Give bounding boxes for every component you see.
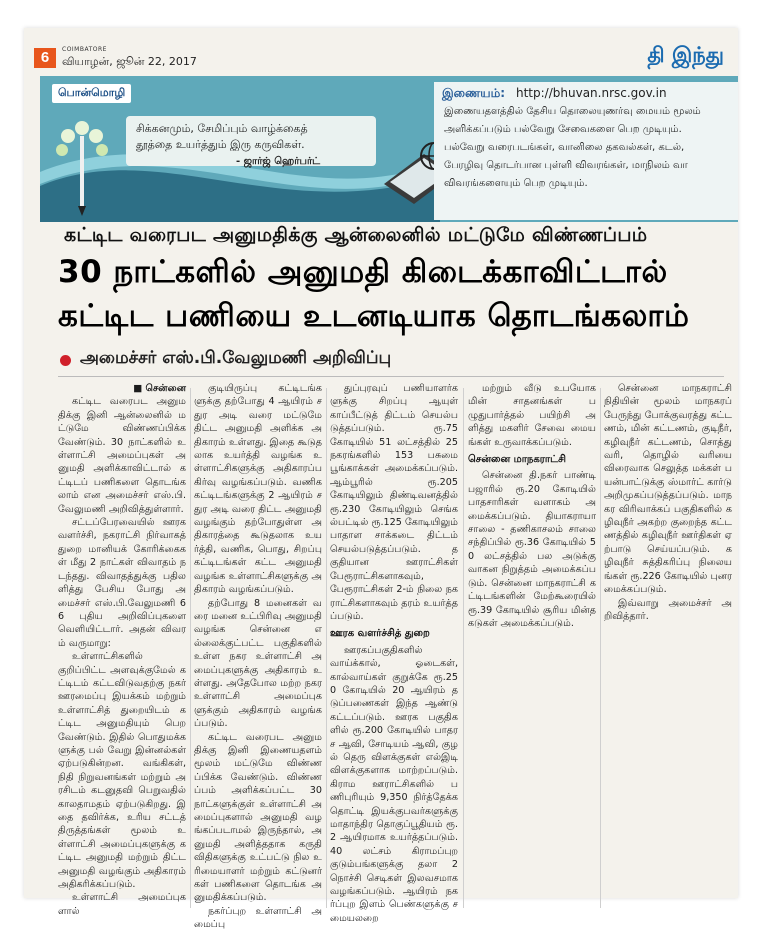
internet-line: பேரழிவு தொடர்பான புள்ளி விவரங்கள், மாநிலம் வா xyxy=(444,160,688,171)
headline-line-2: கட்டிட பணியை உடனடியாக தொடங்கலாம் xyxy=(58,298,690,334)
article-kicker: கட்டிட வரைபட அனுமதிக்கு ஆன்லைனில் மட்டுமே விண்ணப்பம் xyxy=(64,224,648,246)
issue-date: வியாழன், ஜூன் 22, 2017 xyxy=(62,55,197,68)
page-header xyxy=(34,36,728,76)
paragraph: சென்னை தி.நகர் பாண்டி பஜாரில் ரூ.20 கோடியில் பாதசாரிகள் வளாகம் அமைக்கப்படும். தியாகராயா சாலை - தணிகாசலம் சாலை சந்திப்பில் ரூ.36 கோடியில் 50 லட்சத்தில் பல அடுக்கு வாகன நிறுத்தம் அமைக்கப்படும். சென்னை மாநகராட்சி கட்டிடங்களின் மேற்கூரையில் ரூ.39 கோடியில் சூரிய மின்தகடுகள் அமைக்கப்படும். xyxy=(468,470,596,629)
paragraph: மற்றும் வீடு உபயோக மின் சாதனங்கள் பழுதுபார்த்தல் பயிற்சி அளித்து மகளிர் சேவை மையங்கள் உருவாக்கப்படும். xyxy=(468,383,596,448)
paragraph: உள்ளாட்சிகளில் குறிப்பிட்ட அளவுக்குமேல் கட்டிடம் கட்டவிடுவதற்கு நகர் ஊரமைப்பு இயக்கம் மற்றும் உள்ளாட்சித் துறையிடம் கட்டிட அனுமதியும் பெற வேண்டும். இதில் பொதுமக்களுக்கு பல் வேறு இன்னல்கள் ஏற்படுகின்றன. வங்கிகள், நிதி நிறுவனங்கள் மற்றும் அரசிடம் கடனுதவி பெறுவதில் காலதாமதம் ஏற்படுகிறது. இதை தவிர்க்க, உரிய சட்டத் திருத்தங்கள் மூலம் உள்ளாட்சி அமைப்புகளுக்கு கட்டிட அனுமதி மற்றும் திட்ட அனுமதி வழங்கும் அதிகாரம் அதிகரிக்கப்படும். xyxy=(58,651,186,891)
paragraph: உள்ளாட்சி அமைப்புகளால் xyxy=(58,892,186,917)
paragraph: கட்டிட வரைபட அனுமதிக்கு இனி இணையதளம் மூலம் மட்டுமே விண்ணப்பிக்க வேண்டும். விண்ணப்பம் அளிக்கப்பட்ட 30 நாட்களுக்குள் உள்ளாட்சி அமைப்புகளால் அனுமதி வழங்கப்படாமல் இருந்தால், அனுமதி அளித்ததாக கருதி விதிகளுக்கு உட்பட்டு நில உரிமையாளர் மற்றும் கட்டுனர் கள் பணிகளை தொடங்க அனுமதிக்கப்படும். xyxy=(194,731,322,904)
article-column-3 xyxy=(330,382,458,925)
internet-line: அளிக்கப்படும் பல்வேறு சேவைகளை பெற முடியும். xyxy=(444,124,682,135)
masthead-logo: தி இந்து xyxy=(647,42,724,67)
column-divider xyxy=(326,388,327,908)
paragraph: குடியிருப்பு கட்டிடங்களுக்கு தற்போது 4 ஆயிரம் சதுர அடி வரை மட்டுமே திட்ட அனுமதி அளிக்க அதிகாரம் உள்ளது. இதை கூடுதலாக உயர்த்தி வழங்க உள்ளாட்சிகளுக்கு அதிகாரப்பகிர்வு வழங்கப்படும். வணிக கட்டிடங்களுக்கு 2 ஆயிரம் சதுர அடி வரை திட்ட அனுமதி வழங்கும் தற்போதுள்ள அதிகாரத்தை கூடுதலாக உயர்த்தி, வணிக, பொது, சிறப்பு கட்டிடங்கள் கட்ட அனுமதி வழங்க உள்ளாட்சிகளுக்கு அதிகாரம் வழங்கப்படும். xyxy=(194,383,322,596)
dateline: ■ சென்னை xyxy=(133,383,186,394)
paragraph: துப்புரவுப் பணியாளர்களுக்கு சிறப்பு ஆயுள் காப்பீட்டுத் திட்டம் செயல்படுத்தப்படும். ரூ.75 கோடியில் 51 லட்சத்தில் 25 நகரங்களில் 153 பசுமை பூங்காக்கள் அமைக்கப்படும். ஆம்பூரில் ரூ.205 கோடியிலும் திண்டிவனத்தில் ரூ.230 கோடியிலும் செங்கல்பட்டில் ரூ.125 கோடியிலும் பாதாள சாக்கடை திட்டம் செயல்படுத்தப்படும். தகுதியான ஊராட்சிகள் பேரூராட்சிகளாகவும், பேரூராட்சிகள் 2-ம் நிலை நகராட்சிகளாகவும் தரம் உயர்த்தப்படும். xyxy=(330,383,458,622)
column-divider xyxy=(600,388,601,908)
proverb-tag: பொன்மொழி xyxy=(52,84,131,103)
page-number: 6 xyxy=(34,48,56,68)
paragraph: நகர்ப்புற உள்ளாட்சி அமைப்பு xyxy=(194,905,322,931)
paragraph: ஊரகப்பகுதிகளில் வாய்க்கால், ஓடைகள், கால்வாய்கள் குறுக்கே ரூ.250 கோடியில் 20 ஆயிரம் தடுப்பணைகள் இந்த ஆண்டு கட்டப்படும். ஊரக பகுதிகளில் ரூ.200 கோடியில் பாதரச ஆவி, சோடியம் ஆவி, குழல் தெரு விளக்குகள் எல்இடி விளக்குகளாக மாற்றப்படும். கிராம ஊராட்சிகளில் பணிபுரியும் 9,350 நிர்த்தேக்க தொட்டி இயக்குபவர்களுக்கு மாதாந்திர தொகுப்பூதியம் ரூ.2 ஆயிரமாக உயர்த்தப்படும். 40 லட்சம் கிராமப்புற குடும்பங்களுக்கு தலா 2 நொச்சி செடிகள் இலவசமாக வழங்கப்படும். ஆயிரம் நகர்ப்புற இளம் பெண்களுக்கு சமையலறை xyxy=(330,644,458,924)
section-heading: ஊரக வளர்ச்சித் துறை xyxy=(330,628,430,640)
edition-city: COIMBATORE xyxy=(62,46,107,53)
info-banner xyxy=(40,76,738,222)
internet-label: இணையம்: xyxy=(442,86,506,100)
paragraph: இவ்வாறு அமைச்சர் அறிவித்தார். xyxy=(604,597,732,622)
red-bullet-icon xyxy=(60,355,71,366)
headline-line-1: 30 நாட்களில் அனுமதி கிடைக்காவிட்டால் xyxy=(58,254,668,290)
column-divider xyxy=(190,388,191,908)
headline-divider xyxy=(58,376,724,377)
paragraph: சென்னை மாநகராட்சி நிதியின் மூலம் மாநகரப் பேருந்து போக்குவரத்து கட்டணம், மின் கட்டணம், குடிநீர், கழிவுநீர் கட்டணம், சொத்து வரி, தொழில் வரியை விரைவாக செலுத்த மக்கள் பயன்பாட்டுக்கு ஸ்மார்ட் கார்டு அறிமுகப்படுத்தப்படும். மாநகர விரிவாக்கப் பகுதிகளில் கழிவுநீர் அகற்ற குறைந்த கட்டணத்தில் கழிவுநீர் ஊர்திகள் ஏற்பாடு செய்யப்படும். கழிவுநீர் சுத்திகரிப்பு நிலையங்கள் ரூ.226 கோடியில் புனரமைக்கப்படும். xyxy=(604,383,732,596)
newspaper-page xyxy=(24,28,738,931)
quote-line-1: சிக்கனமும், சேமிப்பும் வாழ்க்கைத் xyxy=(136,122,308,135)
paragraph: கட்டிட வரைபட அனுமதிக்கு இனி ஆன்லைனில் மட்டுமே விண்ணப்பிக்க வேண்டும். 30 நாட்களில் உள்ளாட்சி அமைப்புகள் அனுமதி அளிக்காவிட்டால் கட்டிடப் பணிகளை தொடங்கலாம் என அமைச்சர் எஸ்.பி.வேலுமணி அறிவித்துள்ளார். xyxy=(58,396,186,515)
article-column-5 xyxy=(604,382,732,623)
internet-line: பல்வேறு வரைபடங்கள், வானிலை தகவல்கள், கடல், xyxy=(444,142,685,153)
section-heading: சென்னை மாநகராட்சி xyxy=(468,454,566,466)
paragraph: சட்டப்பேரவையில் ஊரக வளர்ச்சி, நகராட்சி நிர்வாகத் துறை மானியக் கோரிக்கைகள் மீது 2 நாட்கள் விவாதம் நடந்தது. விவாதத்துக்கு பதிலளித்து பேசிய போது அமைச்சர் எஸ்.பி.வேலுமணி 66 புதிய அறிவிப்புகளை வெளியிட்டார். அதன் விவரம் வருமாறு: xyxy=(58,517,186,649)
internet-line: விவரங்களையும் பெற முடியும். xyxy=(444,178,588,189)
article-column-2 xyxy=(194,382,322,932)
column-divider xyxy=(463,388,464,908)
internet-line: இணையதளத்தில் தேசிய தொலையுணர்வு மையம் மூலம் xyxy=(444,106,701,117)
article-column-1 xyxy=(58,382,186,918)
quote-line-2: தூத்தை உயர்த்தும் இரு கருவிகள். xyxy=(136,138,305,151)
article-column-4 xyxy=(468,382,596,630)
quote-author: - ஜார்ஜ் ஹெர்பர்ட் xyxy=(236,156,321,167)
internet-url[interactable]: http://bhuvan.nrsc.gov.in xyxy=(516,86,667,100)
paragraph: தற்போது 8 மனைகள் வரை மனை உட்பிரிவு அனுமதி வழங்க சென்னை எல்லைக்குட்பட்ட பகுதிகளில் உள்ள நகர உள்ளாட்சி அமைப்புகளுக்கு அதிகாரம் உள்ளது. அதேபோல மற்ற நகர உள்ளாட்சி அமைப்புகளுக்கும் அதிகாரம் வழங்கப்படும். xyxy=(194,597,322,730)
article-deck: அமைச்சர் எஸ்.பி.வேலுமணி அறிவிப்பு xyxy=(80,348,392,368)
